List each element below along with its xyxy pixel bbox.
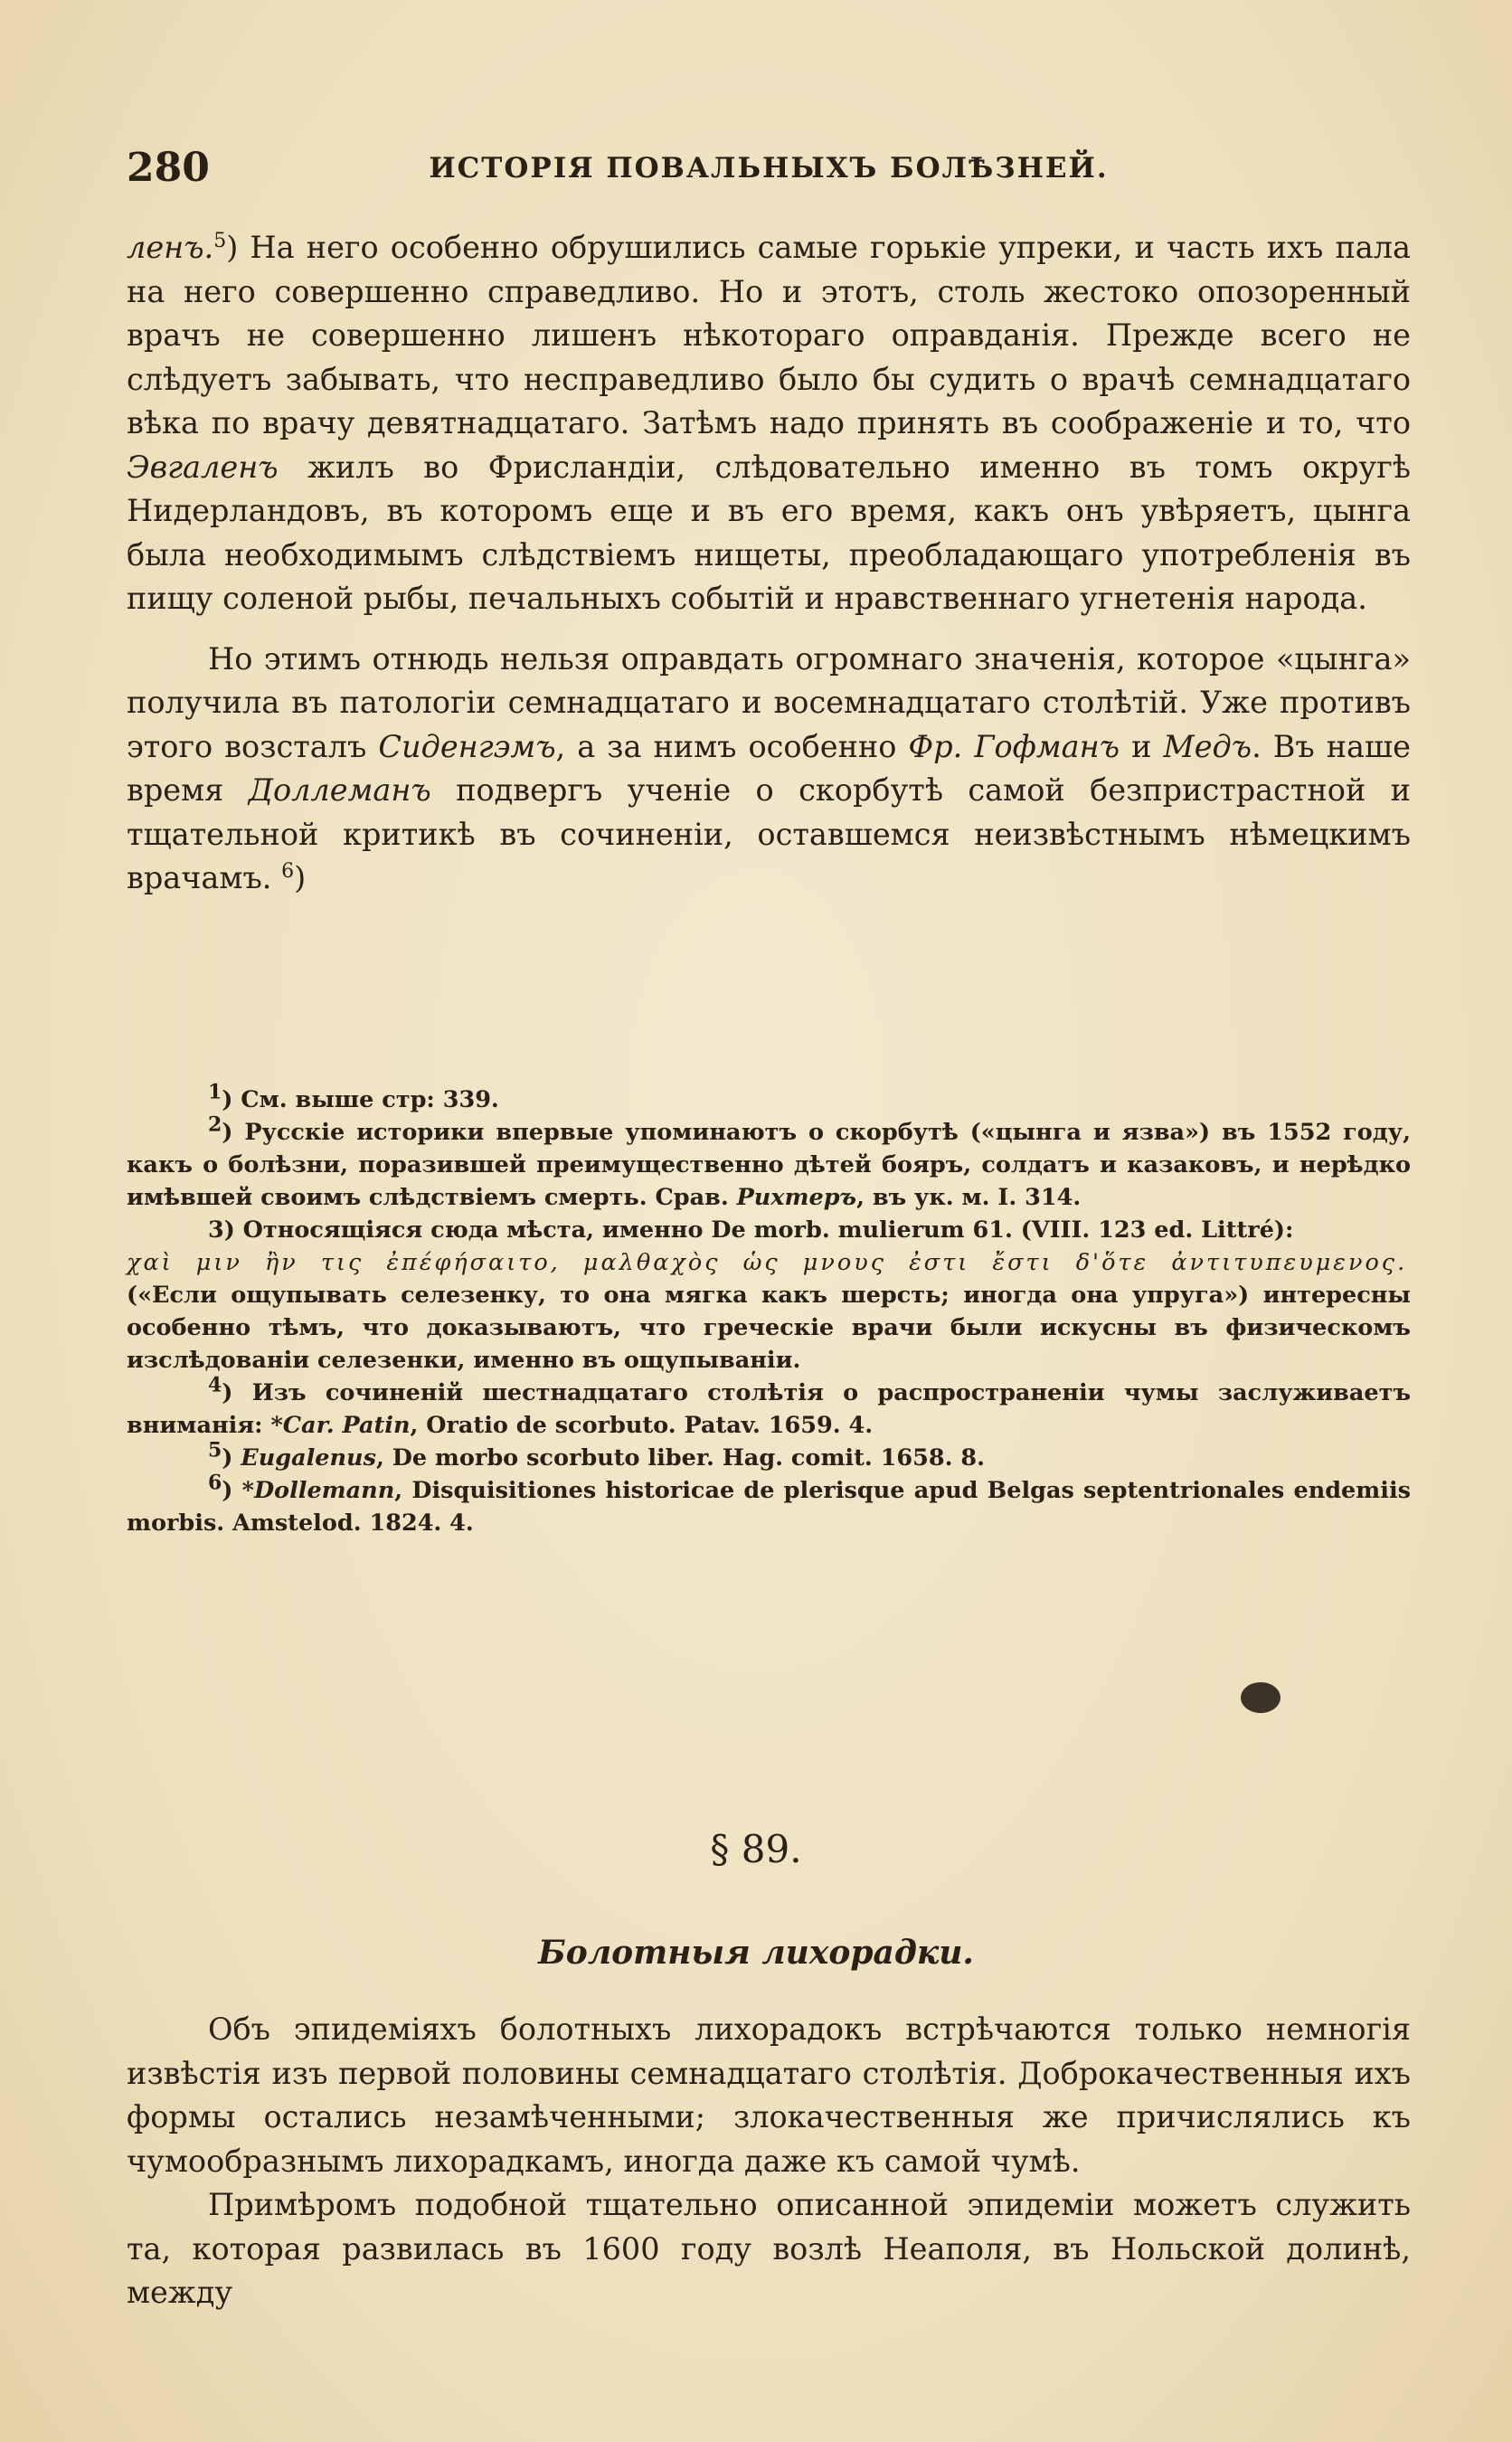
footnote: («Если ощупывать селезенку, то она мягка какъ шерсть; иногда она упруга») интересны особенно тѣмъ, что доказываютъ, что греческіе врачи были искусны въ физическомъ изслѣдованіи селезенки, именно въ ощупываніи. <box>127 1282 1411 1374</box>
author-name: Медъ <box>1163 728 1252 764</box>
ink-blot <box>1241 1682 1280 1713</box>
footnote: $^6$) *Dollemann, Disquisitiones historicae de plerisque apud Belgas septentrionales endemiis morbis. Amstelod. 1824. 4. <box>127 1471 1411 1537</box>
main-text-bottom <box>127 2008 1411 2315</box>
section-number: § 89. <box>710 1827 802 1871</box>
page-number: 280 <box>127 145 210 191</box>
paragraph: Примѣромъ подобной тщательно описанной эпидеміи можетъ служить та, которая развилась въ 1600 году возлѣ Неаполя, въ Нольской долинѣ, между <box>127 2187 1411 2310</box>
footnote-greek-quote: χαὶ μιν ἢν τις ἐπέφήσαιτο, μαλθαχὸς ὡς μνους ἐστι ἔστι δ'ὅτε ἀντιτυπευμενος. <box>127 1249 1408 1276</box>
paragraph: Но этимъ отнюдь нельзя оправдать огромнаго значенія, которое «цынга» получила въ патологіи семнадцатаго и восемнадцатаго столѣтій. Уже противъ этого возсталъ Сиденгэмъ, а за нимъ особенно Фр. Гофманъ и Медъ. Въ наше время Доллеманъ подвергъ ученіе о скорбутѣ самой безпристрастной и тщательной критикѣ въ сочиненіи, оставшемся неизвѣстнымъ нѣмецкимъ врачамъ. $^6$) <box>127 640 1411 895</box>
author-name: Доллеманъ <box>248 772 431 808</box>
main-text-top <box>127 226 1411 901</box>
author-name: Фр. Гофманъ <box>908 728 1120 764</box>
author-name: Эвгаленъ <box>127 449 279 485</box>
page-header <box>127 145 1411 199</box>
footnote-ref: 6 <box>281 859 295 883</box>
footnote-ref: 5 <box>213 229 227 252</box>
author-name: Сиденгэмъ <box>378 728 556 764</box>
footnote: $^4$) Изъ сочиненій шестнадцатаго столѣтія о распространеніи чумы заслуживаетъ вниманія: *Car. Patin, Oratio de scorbuto. Patav. 1659. 4. <box>127 1373 1411 1439</box>
footnote: $^5$) Eugalenus, De morbo scorbuto liber. Hag. comit. 1658. 8. <box>208 1438 985 1472</box>
section-title: Болотныя лихорадки. <box>538 1934 974 1972</box>
footnote: $^2$) Русскіе историки впервые упоминаютъ о скорбутѣ («цынга и язва») въ 1552 году, какъ о болѣзни, поразившей преимущественно дѣтей бояръ, солдатъ и казаковъ, и нерѣдко имѣвшей своимъ слѣдствіемъ смерть. Срав. Рихтеръ, въ ук. м. I. 314. <box>127 1112 1411 1211</box>
running-title: ИСТОРІЯ ПОВАЛЬНЫХЪ БОЛѢЗНЕЙ. <box>429 152 1109 185</box>
footnotes <box>127 1080 1411 1539</box>
footnote: 3) Относящіяся сюда мѣста, именно De morb. mulierum 61. (VIII. 123 ed. Littré): <box>208 1216 1294 1244</box>
paragraph: ленъ.$^5$) На него особенно обрушились самые горькіе упреки, и часть ихъ пала на него совершенно справедливо. Но и этотъ, столь жестоко опозоренный врачъ не совершенно лишенъ нѣкотораго оправданія. Прежде всего не слѣдуетъ забывать, что несправедливо было бы судить о врачѣ семнадцатаго вѣка по врачу девятнадцатаго. Затѣмъ надо принять въ соображеніе и то, что Эвгаленъ жилъ во Фрисландіи, слѣдовательно именно въ томъ округѣ Нидерландовъ, въ которомъ еще и въ его время, какъ онъ увѣряетъ, цынга была необходимымъ слѣдствіемъ нищеты, преобладающаго употребленія въ пищу соленой рыбы, печальныхъ событій и нравственнаго угнетенія народа. <box>127 229 1411 616</box>
paragraph: Объ эпидеміяхъ болотныхъ лихорадокъ встрѣчаются только немногія извѣстія изъ первой половины семнадцатаго столѣтія. Доброкачественныя ихъ формы остались незамѣченными; злокачественныя же причислялись къ чумообразнымъ лихорадкамъ, иногда даже къ самой чумѣ. <box>127 2011 1411 2179</box>
author-name: ленъ. <box>127 230 214 265</box>
footnote: $^1$) См. выше стр: 339. <box>208 1080 499 1113</box>
